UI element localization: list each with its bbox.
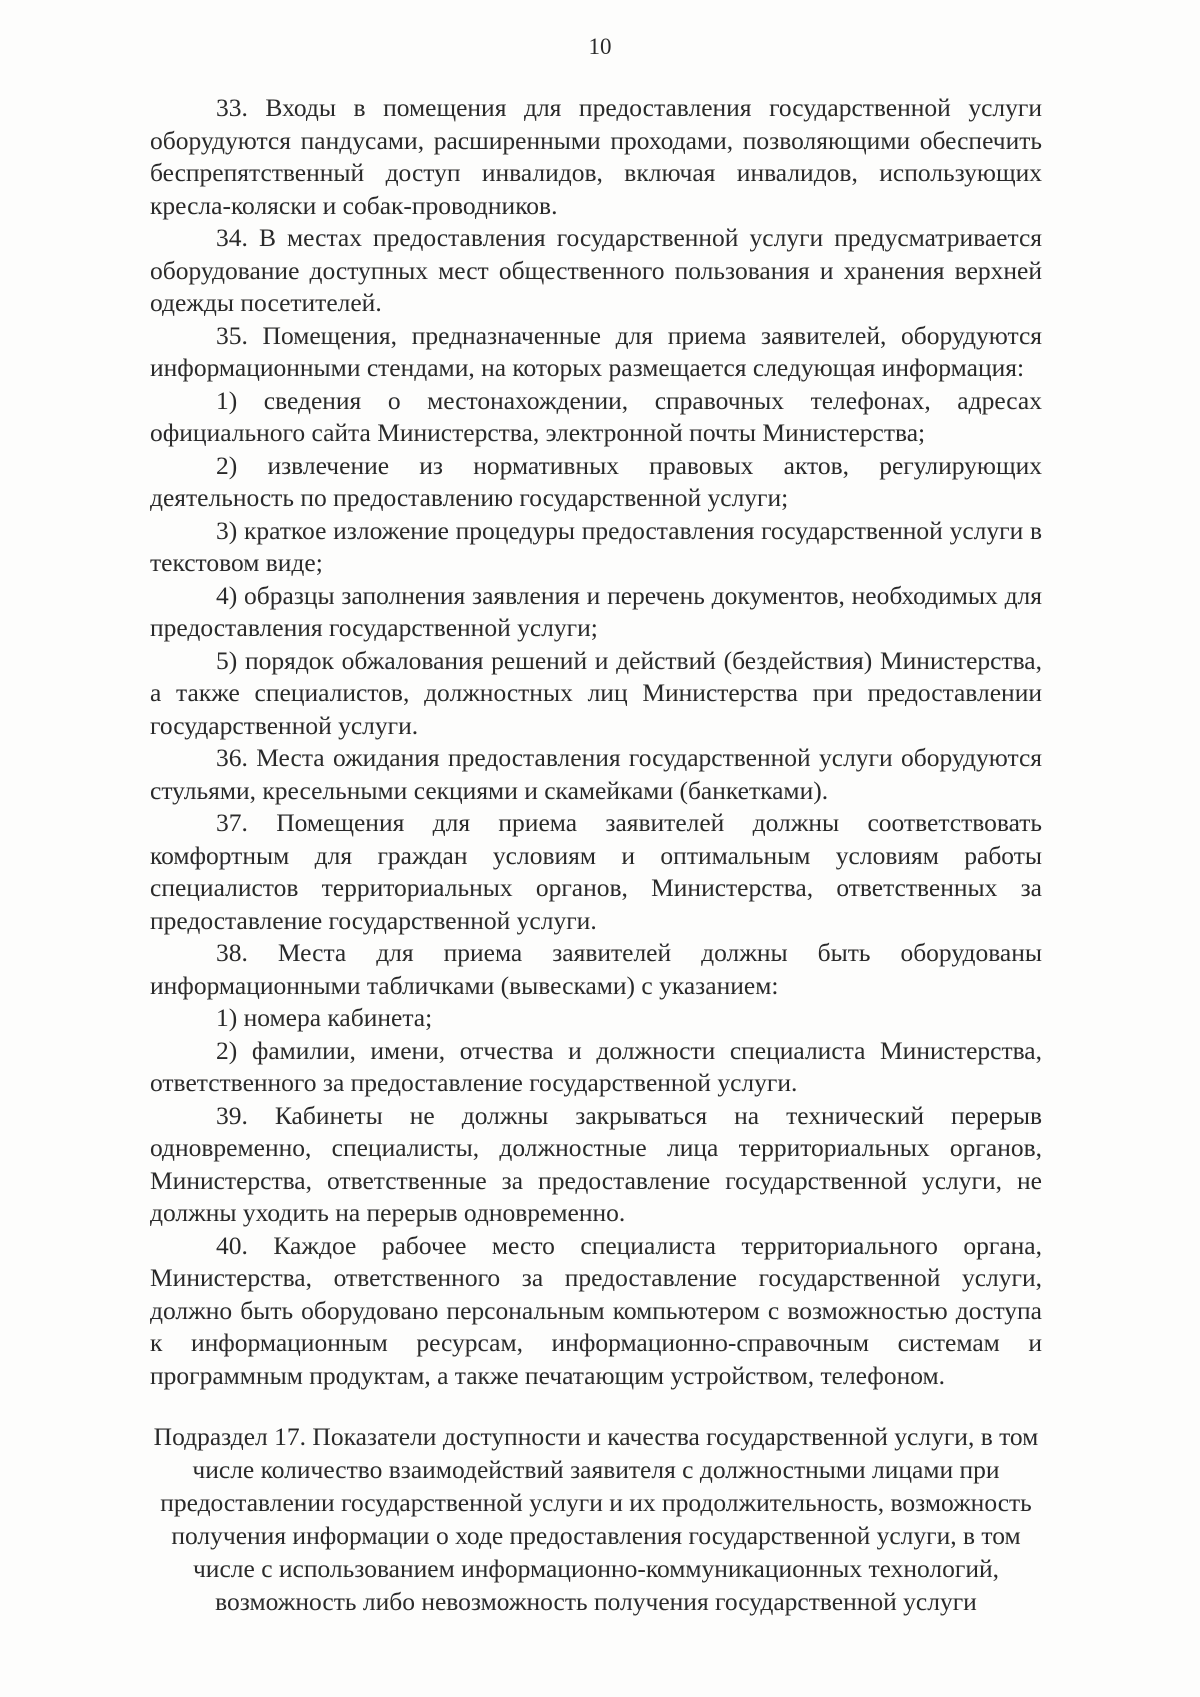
paragraph-37: 37. Помещения для приема заявителей должны соответствовать комфортным для граждан условиям и оптимальным условиям работы специалистов территориальных органов, Министерства, ответственных за предоставление государственной услуги. xyxy=(150,808,1042,935)
paragraph-40: 40. Каждое рабочее место специалиста территориального органа, Министерства, ответственного за предоставление государственной услуги, должно быть оборудовано персональным компьютером с возможностью доступа к информационным ресурсам, информационно-справочным системам и программным продуктам, а также печатающим устройством, телефоном. xyxy=(150,1230,1042,1390)
page-number: 10 xyxy=(588,34,612,59)
subsection-heading: Подраздел 17. Показатели доступности и качества государственной услуги, в том числе количество взаимодействий заявителя с должностными лицами при предоставлении государственной услуги и их продолжительность, возможность получения информации о ходе предоставления государственной услуги, в том числе с использованием информационно-коммуникационных технологий, возможность либо невозможность получения государственной услуги xyxy=(153,1422,1039,1616)
paragraph-36: 36. Места ожидания предоставления государственной услуги оборудуются стульями, кресельными секциями и скамейками (банкетками). xyxy=(150,743,1042,805)
paragraph-38-item-2: 2) фамилии, имени, отчества и должности специалиста Министерства, ответственного за предоставление государственной услуги. xyxy=(150,1035,1042,1097)
paragraph-34: 34. В местах предоставления государственной услуги предусматривается оборудование доступных мест общественного пользования и хранения верхней одежды посетителей. xyxy=(150,223,1042,317)
paragraph-39: 39. Кабинеты не должны закрываться на технический перерыв одновременно, специалисты, должностные лица территориальных органов, Министерства, ответственные за предоставление государственной услуги, не должны уходить на перерыв одновременно. xyxy=(150,1100,1042,1227)
paragraph-38: 38. Места для приема заявителей должны быть оборудованы информационными табличками (вывесками) с указанием: xyxy=(150,938,1042,1000)
paragraph-35-item-2: 2) извлечение из нормативных правовых актов, регулирующих деятельность по предоставлению государственной услуги; xyxy=(150,450,1042,512)
document-body xyxy=(150,92,1042,1392)
paragraph-35: 35. Помещения, предназначенные для приема заявителей, оборудуются информационными стендами, на которых размещается следующая информация: xyxy=(150,320,1042,382)
paragraph-38-item-1: 1) номера кабинета; xyxy=(216,1003,433,1032)
paragraph-33: 33. Входы в помещения для предоставления государственной услуги оборудуются пандусами, расширенными проходами, позволяющими обеспечить беспрепятственный доступ инвалидов, включая инвалидов, использующих кресла-коляски и собак-проводников. xyxy=(150,93,1042,220)
paragraph-35-item-3: 3) краткое изложение процедуры предоставления государственной услуги в текстовом виде; xyxy=(150,515,1042,577)
paragraph-35-item-4: 4) образцы заполнения заявления и перечень документов, необходимых для предоставления государственной услуги; xyxy=(150,580,1042,642)
paragraph-35-item-1: 1) сведения о местонахождении, справочных телефонах, адресах официального сайта Министерства, электронной почты Министерства; xyxy=(150,385,1042,447)
paragraph-35-item-5: 5) порядок обжалования решений и действий (бездействия) Министерства, а также специалистов, должностных лиц Министерства при предоставлении государственной услуги. xyxy=(150,645,1042,740)
